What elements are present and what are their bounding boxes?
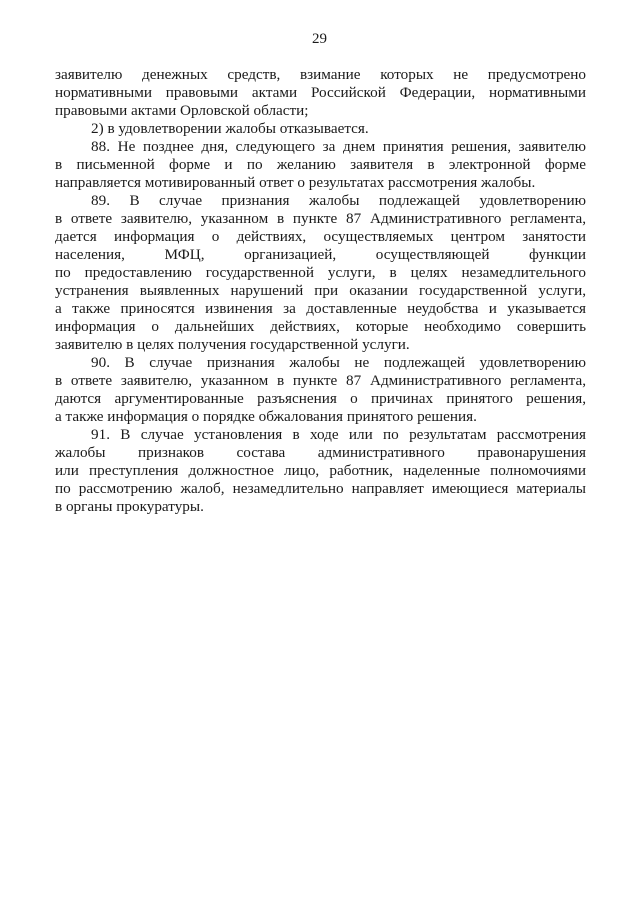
text-line: 88. Не позднее дня, следующего за днем принятия решения, заявителю: [91, 138, 586, 155]
text-line: заявителю денежных средств, взимание которых не предусмотрено: [55, 66, 586, 83]
text-line: по предоставлению государственной услуги, в целях незамедлительного: [55, 264, 586, 281]
text-line: а также приносятся извинения за доставленные неудобства и указывается: [55, 300, 586, 317]
text-line: в органы прокуратуры.: [55, 498, 204, 515]
text-line: нормативными правовыми актами Российской Федерации, нормативными: [55, 84, 586, 101]
document-body: [55, 66, 586, 516]
text-line: правовыми актами Орловской области;: [55, 102, 309, 119]
text-line: 91. В случае установления в ходе или по результатам рассмотрения: [91, 426, 586, 443]
paragraph: [55, 138, 586, 192]
text-line: 90. В случае признания жалобы не подлежащей удовлетворению: [91, 354, 586, 371]
text-line: по рассмотрению жалоб, незамедлительно направляет имеющиеся материалы: [55, 480, 586, 497]
page-number: 29: [312, 31, 327, 47]
paragraph: [55, 66, 586, 120]
text-line: дается информация о действиях, осуществляемых центром занятости: [55, 228, 586, 245]
text-line: или преступления должностное лицо, работник, наделенные полномочиями: [55, 462, 586, 479]
text-line: 2) в удовлетворении жалобы отказывается.: [91, 120, 369, 137]
text-line: а также информация о порядке обжалования принятого решения.: [55, 408, 477, 425]
text-line: в ответе заявителю, указанном в пункте 87 Административного регламента,: [55, 372, 586, 389]
text-line: населения, МФЦ, организацией, осуществляющей функции: [55, 246, 586, 263]
text-line: устранения выявленных нарушений при оказании государственной услуги,: [55, 282, 586, 299]
text-line: жалобы признаков состава административного правонарушения: [55, 444, 586, 461]
text-line: в письменной форме и по желанию заявителя в электронной форме: [55, 156, 586, 173]
text-line: направляется мотивированный ответ о результатах рассмотрения жалобы.: [55, 174, 536, 191]
paragraph: [55, 426, 586, 516]
text-line: информация о дальнейших действиях, которые необходимо совершить: [55, 318, 586, 335]
paragraph: [55, 120, 586, 138]
text-line: в ответе заявителю, указанном в пункте 87 Административного регламента,: [55, 210, 586, 227]
paragraph: [55, 354, 586, 426]
text-line: 89. В случае признания жалобы подлежащей удовлетворению: [91, 192, 586, 209]
text-line: даются аргументированные разъяснения о причинах принятого решения,: [55, 390, 586, 407]
text-line: заявителю в целях получения государственной услуги.: [55, 336, 410, 353]
paragraph: [55, 192, 586, 354]
